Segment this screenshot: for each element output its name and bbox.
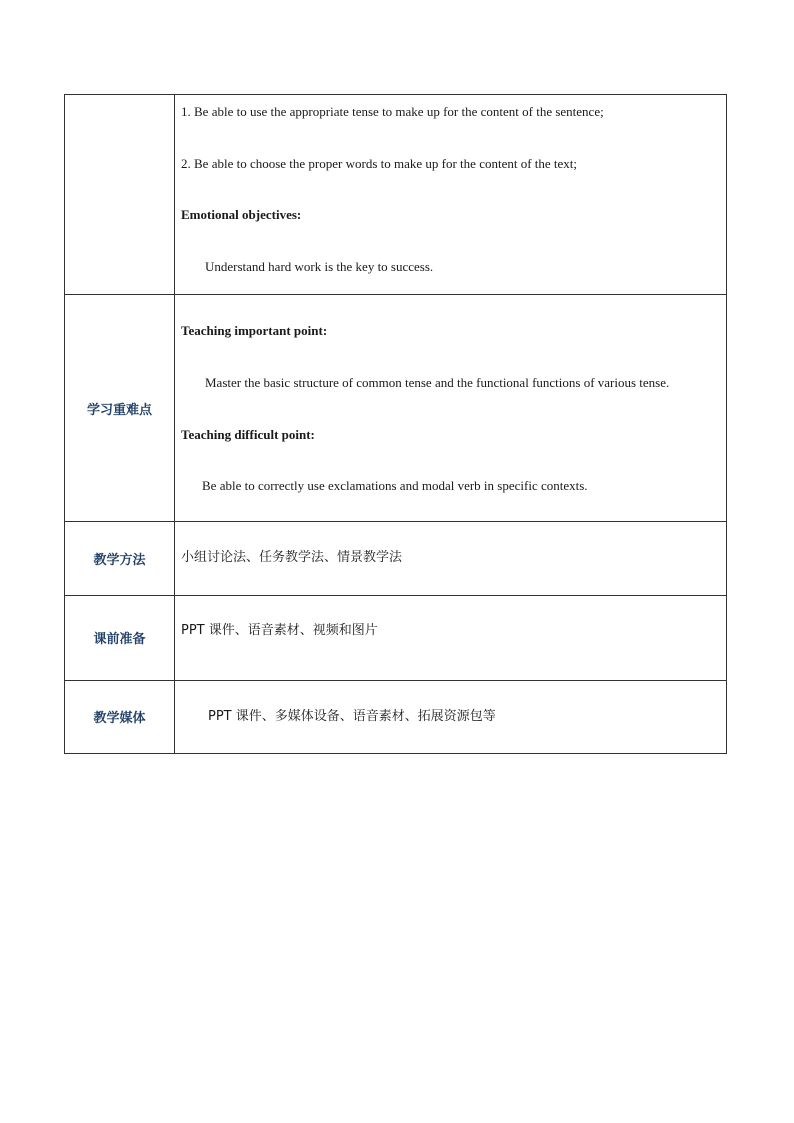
key-points-row: [65, 295, 727, 521]
preparation-label: 课前准备: [65, 595, 175, 680]
objective-line-1: 1. Be able to use the appropriate tense to make up for the content of the sentence;: [181, 104, 604, 119]
objectives-content-cell: [175, 95, 727, 295]
preparation-text: PPT 课件、语音素材、视频和图片: [181, 622, 378, 638]
preparation-row: [65, 595, 727, 680]
emotional-objectives-heading: Emotional objectives:: [181, 207, 302, 223]
lesson-plan-table: [64, 94, 727, 754]
preparation-content-cell: [175, 595, 727, 680]
objectives-row: [65, 95, 727, 295]
media-label: 教学媒体: [65, 680, 175, 753]
important-point-heading: Teaching important point:: [181, 323, 328, 339]
media-text: PPT 课件、多媒体设备、语音素材、拓展资源包等: [208, 708, 496, 724]
methods-text: 小组讨论法、任务教学法、情景教学法: [181, 550, 403, 566]
key-points-content-cell: [175, 295, 727, 521]
difficult-point-heading: Teaching difficult point:: [181, 426, 315, 442]
emotional-objectives-text: Understand hard work is the key to success.: [205, 258, 434, 274]
media-content-cell: [175, 680, 727, 753]
media-row: [65, 680, 727, 753]
methods-label: 教学方法: [65, 521, 175, 595]
objective-line-2: 2. Be able to choose the proper words to make up for the content of the text;: [181, 155, 578, 171]
methods-row: [65, 521, 727, 595]
difficult-point-text: Be able to correctly use exclamations and modal verb in specific contexts.: [202, 478, 588, 494]
key-points-label: 学习重难点: [65, 295, 175, 521]
important-point-text: Master the basic structure of common tense and the functional functions of various tense.: [205, 374, 670, 390]
methods-content-cell: [175, 521, 727, 595]
objectives-label-cell: [65, 95, 175, 295]
